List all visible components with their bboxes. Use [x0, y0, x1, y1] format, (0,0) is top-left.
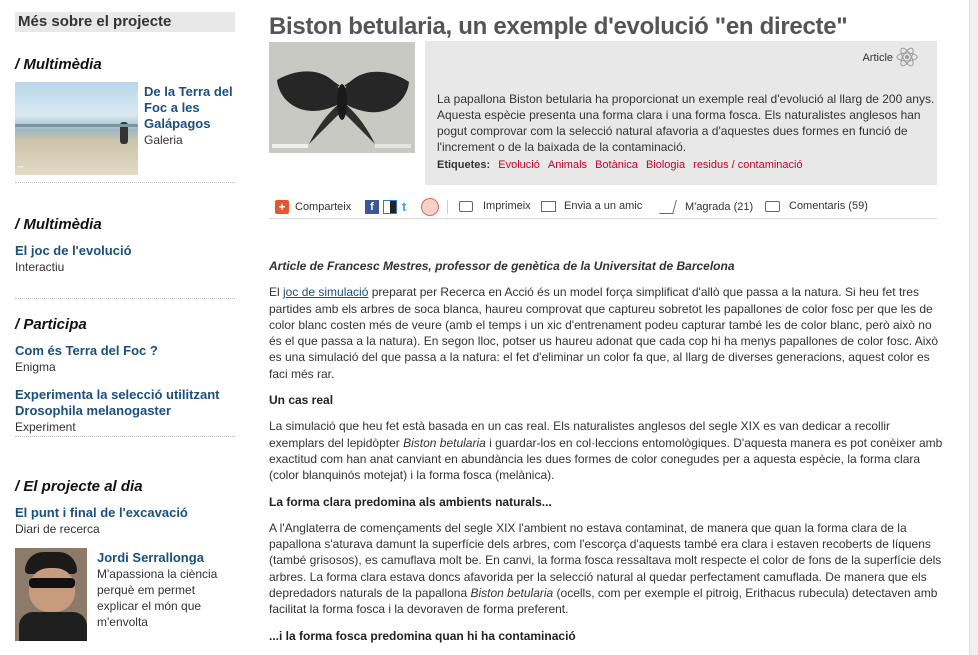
article-body: [269, 258, 945, 654]
section-title: / El projecte al dia: [15, 478, 143, 495]
tag-link[interactable]: Botànica: [595, 159, 638, 171]
meneame-icon[interactable]: [421, 198, 439, 216]
author-name-link[interactable]: Jordi Serrallonga: [97, 550, 204, 565]
print-button[interactable]: [459, 200, 531, 212]
sidebar-section-multimedia-1: [15, 56, 235, 169]
comments-label: Comentaris (59): [789, 200, 868, 212]
sidebar-section-projecte-al-dia: [15, 478, 235, 629]
article-type-label: Article: [862, 52, 893, 64]
author-avatar[interactable]: [15, 548, 87, 641]
article-paragraph: A l'Anglaterra de començaments del segle XIX l'ambient no estava contaminat, de manera que quan la forma clara de la papallona s'aturava damunt la superfície dels arbres, com l'escorça d'aquests també era clara i estaven recoberts de líquens (també grisosos), es camuflava molt be. En canvi, la forma fosca ressaltava molt respecte el color de fons de la superfície dels arbres. La forma clara estava doncs afavorida per la selecció natural al quedar perfectament camuflada. De manera que els depredadors naturals de la papallona Biston betularia (ocells, com per exemple el pitroig, Erithacus rubecula) detectaven amb facilitat la forma fosca i la devoraven de forma preferent.: [269, 520, 942, 617]
article-heading: La forma clara predomina als ambients naturals...: [269, 494, 552, 509]
summary-box: [425, 41, 937, 185]
sidebar-sub-diari: Diari de recerca: [15, 522, 100, 536]
divider: [15, 436, 235, 437]
page-title: Biston betularia, un exemple d'evolució "en directe": [269, 13, 848, 40]
print-label: Imprimeix: [483, 200, 531, 212]
email-button[interactable]: [541, 200, 642, 212]
plus-icon: +: [275, 200, 289, 214]
summary-text: La papallona Biston betularia ha proporcionat un exemple real d'evolució al llarg de 200 anys. Aquesta espècie presenta una forma clara i una forma fosca. Els naturalistes anglesos han pogut comprovar com la selecció natural afavoria a d'aquestes dues formes en funció de l'increment o de la baixada de la contaminació.: [437, 92, 935, 154]
article-paragraph: La simulació que heu fet està basada en un cas real. Els naturalistes anglesos del segle XIX es van dedicar a recollir exemplars del lepidòpter Biston betularia i guardar-los en col·leccions entomològiques. D'aquesta manera es pot conèixer amb exactitud com han anat canviant en abundància les dues formes de color conegudes per a aquesta espècie, la forma clara (color blanquinós motejat) i la forma fosca (melànica).: [269, 419, 943, 483]
galeria-thumbnail[interactable]: ▪▪▪▪: [15, 82, 138, 175]
thumbs-up-icon: [659, 200, 677, 214]
sidebar-link-excavacio[interactable]: El punt i final de l'excavació: [15, 505, 188, 520]
main-content: [269, 12, 969, 643]
section-title: / Multimèdia: [15, 216, 102, 233]
twitter-icon[interactable]: t: [402, 199, 407, 214]
sidebar-header: Més sobre el projecte: [15, 12, 235, 32]
tag-link[interactable]: Biologia: [645, 159, 686, 171]
sidebar-section-multimedia-2: [15, 216, 235, 275]
moth-icon: [269, 42, 415, 153]
tag-link[interactable]: residus / contaminació: [693, 159, 803, 171]
article-byline: Article de Francesc Mestres, professor de genètica de la Universitat de Barcelona: [269, 259, 735, 273]
atom-icon: [896, 46, 918, 68]
divider: [269, 218, 937, 219]
like-label: M'agrada (21): [685, 201, 754, 213]
share-button[interactable]: [275, 200, 351, 214]
sidebar-sub-enigma: Enigma: [15, 360, 56, 374]
delicious-icon[interactable]: [383, 200, 397, 214]
sidebar-link-joc-evolucio[interactable]: El joc de l'evolució: [15, 243, 132, 258]
sidebar-sub-experiment: Experiment: [15, 420, 76, 434]
article-heading: ...i la forma fosca predomina quan hi ha contaminació: [269, 628, 576, 643]
article-paragraph: El joc de simulació preparat per Recerca en Acció és un model força simplificat d'allò que passa a la natura. Si heu fet tres partides amb els arbres de soca blanca, haureu comprovat que captureu sobretot les papallones de color fosc per que les de color blanc costen més de veure (amb el temps i un xic d'entrenament podeu capturar també les de color blanc, però això no és el que passa a la natura). En segon lloc, potser us haureu adonat que cada cop hi ha menys papallones de color fosc. Això es una simulació del que passa a la natura: el fet d'eliminar un color fa que, al llarg de diverses generacions, aquest color es faci més rar.: [269, 285, 939, 381]
like-button[interactable]: [661, 200, 753, 214]
section-title: / Participa: [15, 316, 87, 333]
divider: [15, 298, 235, 299]
share-label: Comparteix: [295, 201, 352, 213]
share-bar: [273, 198, 937, 218]
tag-link[interactable]: Animals: [547, 159, 588, 171]
section-title: / Multimèdia: [15, 56, 102, 73]
envelope-icon: [541, 201, 556, 212]
divider: [15, 182, 235, 183]
print-icon: [459, 201, 473, 212]
author-bio: M'apassiona la ciència perquè em permet explicar el món que m'envolta: [97, 567, 218, 629]
separator: [447, 200, 448, 214]
joc-simulacio-link[interactable]: joc de simulació: [283, 285, 369, 300]
sidebar-sub-interactiu: Interactiu: [15, 260, 65, 274]
tags-row: [437, 159, 803, 171]
vertical-scrollbar[interactable]: [969, 0, 978, 655]
sidebar-sub-galeria: Galeria: [144, 133, 183, 147]
sidebar-link-galapagos[interactable]: De la Terra del Foc a les Galápagos: [144, 84, 233, 131]
moth-photo[interactable]: [269, 42, 415, 153]
sidebar-link-terra-del-foc[interactable]: Com és Terra del Foc ?: [15, 343, 158, 358]
comment-icon: [765, 201, 780, 212]
sidebar-section-participa: [15, 316, 235, 435]
comments-button[interactable]: [765, 200, 868, 212]
article-heading: Un cas real: [269, 393, 334, 408]
sidebar: [15, 12, 235, 629]
email-label: Envia a un amic: [564, 200, 643, 212]
tags-label: Etiquetes:: [437, 159, 491, 171]
sidebar-link-drosophila[interactable]: Experimenta la selecció utilitzant Drosophila melanogaster: [15, 387, 220, 418]
tag-link[interactable]: Evolució: [498, 159, 540, 171]
facebook-icon[interactable]: f: [365, 200, 379, 214]
